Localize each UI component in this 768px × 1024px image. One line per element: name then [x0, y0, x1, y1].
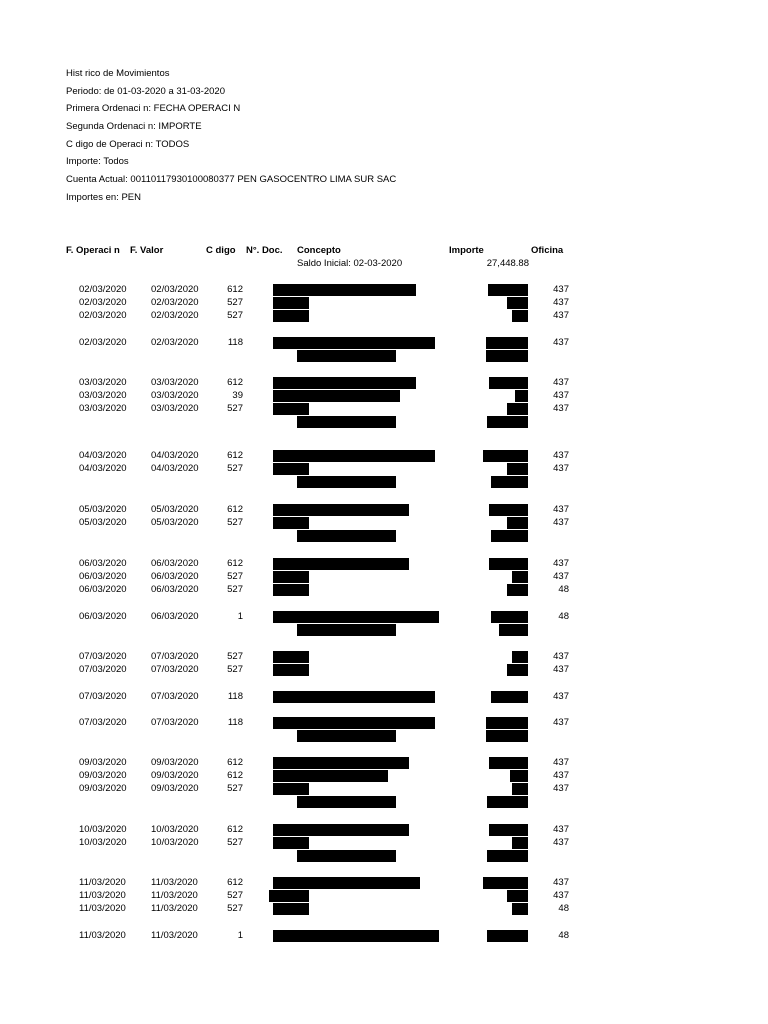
redaction-bar: [297, 796, 396, 808]
row-f-operacion: 05/03/2020: [79, 517, 127, 528]
redaction-bar: [269, 890, 309, 902]
redaction-bar: [487, 850, 528, 862]
redaction-bar: [273, 517, 309, 529]
redaction-bar: [297, 730, 396, 742]
row-f-operacion: 05/03/2020: [79, 504, 127, 515]
row-f-valor: 11/03/2020: [151, 903, 198, 914]
row-oficina: 437: [553, 783, 569, 794]
row-f-operacion: 07/03/2020: [79, 717, 127, 728]
row-oficina: 48: [558, 611, 569, 622]
currency-line: Importes en: PEN: [66, 192, 141, 203]
row-f-valor: 09/03/2020: [151, 783, 199, 794]
redaction-bar: [510, 770, 528, 782]
row-f-operacion: 03/03/2020: [79, 377, 127, 388]
redaction-bar: [273, 390, 400, 402]
row-f-valor: 06/03/2020: [151, 571, 199, 582]
redaction-bar: [487, 930, 528, 942]
row-f-valor: 07/03/2020: [151, 691, 199, 702]
redaction-bar: [512, 310, 528, 322]
col-header-concepto: Concepto: [297, 245, 341, 256]
redaction-bar: [297, 350, 396, 362]
row-f-valor: 05/03/2020: [151, 504, 199, 515]
row-f-operacion: 10/03/2020: [79, 824, 127, 835]
redaction-bar: [297, 624, 396, 636]
row-oficina: 48: [558, 903, 569, 914]
redaction-bar: [491, 530, 528, 542]
row-f-valor: 07/03/2020: [151, 717, 199, 728]
redaction-bar: [486, 337, 528, 349]
row-codigo: 612: [227, 770, 243, 781]
row-oficina: 437: [553, 390, 569, 401]
redaction-bar: [491, 476, 528, 488]
row-codigo: 118: [227, 717, 243, 728]
redaction-bar: [273, 571, 309, 583]
row-oficina: 437: [553, 284, 569, 295]
row-oficina: 437: [553, 651, 569, 662]
operation-code-line: C digo de Operaci n: TODOS: [66, 139, 190, 150]
redaction-bar: [273, 504, 409, 516]
redaction-bar: [487, 416, 528, 428]
redaction-bar: [507, 297, 528, 309]
row-f-valor: 10/03/2020: [151, 837, 199, 848]
redaction-bar: [507, 403, 528, 415]
redaction-bar: [297, 476, 396, 488]
col-header-n-doc: N°. Doc.: [246, 245, 283, 256]
row-codigo: 527: [227, 310, 243, 321]
row-codigo: 527: [227, 463, 243, 474]
row-codigo: 527: [227, 651, 243, 662]
row-f-valor: 03/03/2020: [151, 377, 199, 388]
row-f-operacion: 07/03/2020: [79, 691, 127, 702]
redaction-bar: [489, 757, 528, 769]
col-header-oficina: Oficina: [531, 245, 564, 256]
redaction-bar: [489, 377, 528, 389]
row-f-operacion: 11/03/2020: [79, 930, 126, 941]
row-f-operacion: 11/03/2020: [79, 877, 126, 888]
row-codigo: 527: [227, 783, 243, 794]
redaction-bar: [486, 730, 528, 742]
row-f-operacion: 10/03/2020: [79, 837, 127, 848]
row-codigo: 527: [227, 571, 243, 582]
row-codigo: 527: [227, 584, 243, 595]
second-order-line: Segunda Ordenaci n: IMPORTE: [66, 121, 202, 132]
redaction-bar: [512, 571, 528, 583]
redaction-bar: [273, 717, 435, 729]
redaction-bar: [487, 796, 528, 808]
row-oficina: 437: [553, 824, 569, 835]
opening-balance-label: Saldo Inicial: 02-03-2020: [297, 258, 403, 269]
row-f-operacion: 06/03/2020: [79, 611, 127, 622]
row-oficina: 437: [553, 377, 569, 388]
row-oficina: 437: [553, 664, 569, 675]
col-header-f-valor: F. Valor: [130, 245, 164, 256]
row-f-valor: 02/03/2020: [151, 297, 199, 308]
row-f-valor: 11/03/2020: [151, 930, 198, 941]
row-f-valor: 09/03/2020: [151, 770, 199, 781]
row-oficina: 48: [558, 584, 569, 595]
row-f-valor: 06/03/2020: [151, 584, 199, 595]
row-f-operacion: 04/03/2020: [79, 463, 127, 474]
row-f-valor: 03/03/2020: [151, 390, 199, 401]
redaction-bar: [507, 463, 528, 475]
redaction-bar: [507, 890, 528, 902]
row-f-valor: 04/03/2020: [151, 450, 199, 461]
row-codigo: 118: [227, 691, 243, 702]
redaction-bar: [273, 651, 309, 663]
redaction-bar: [512, 783, 528, 795]
redaction-bar: [297, 416, 396, 428]
redaction-bar: [489, 504, 528, 516]
redaction-bar: [486, 350, 528, 362]
row-oficina: 437: [553, 337, 569, 348]
row-f-valor: 03/03/2020: [151, 403, 199, 414]
row-f-operacion: 09/03/2020: [79, 757, 127, 768]
row-oficina: 437: [553, 450, 569, 461]
row-f-valor: 02/03/2020: [151, 337, 199, 348]
row-f-operacion: 09/03/2020: [79, 770, 127, 781]
redaction-bar: [273, 903, 309, 915]
report-title: Hist rico de Movimientos: [66, 68, 170, 79]
redaction-bar: [273, 930, 439, 942]
row-codigo: 612: [227, 284, 243, 295]
row-f-valor: 05/03/2020: [151, 517, 199, 528]
row-codigo: 612: [227, 877, 243, 888]
row-f-operacion: 02/03/2020: [79, 310, 127, 321]
row-f-operacion: 04/03/2020: [79, 450, 127, 461]
row-oficina: 437: [553, 297, 569, 308]
redaction-bar: [273, 757, 409, 769]
account-line: Cuenta Actual: 00110117930100080377 PEN GASOCENTRO LIMA SUR SAC: [66, 174, 397, 185]
redaction-bar: [489, 558, 528, 570]
redaction-bar: [273, 377, 416, 389]
redaction-bar: [273, 664, 309, 676]
redaction-bar: [273, 877, 420, 889]
redaction-bar: [273, 824, 409, 836]
row-codigo: 527: [227, 903, 243, 914]
row-oficina: 437: [553, 517, 569, 528]
redaction-bar: [273, 297, 309, 309]
row-f-operacion: 02/03/2020: [79, 297, 127, 308]
redaction-bar: [273, 691, 435, 703]
redaction-bar: [488, 284, 528, 296]
opening-balance-value: 27,448.88: [486, 258, 529, 269]
row-oficina: 437: [553, 770, 569, 781]
row-oficina: 437: [553, 877, 569, 888]
first-order-line: Primera Ordenaci n: FECHA OPERACI N: [66, 103, 241, 114]
row-f-valor: 11/03/2020: [151, 890, 198, 901]
redaction-bar: [273, 584, 309, 596]
redaction-bar: [297, 850, 396, 862]
redaction-bar: [507, 664, 528, 676]
redaction-bar: [486, 717, 528, 729]
redaction-bar: [507, 584, 528, 596]
row-f-valor: 02/03/2020: [151, 284, 199, 295]
row-codigo: 39: [232, 390, 243, 401]
redaction-bar: [507, 517, 528, 529]
row-f-valor: 11/03/2020: [151, 877, 198, 888]
redaction-bar: [512, 651, 528, 663]
row-f-valor: 09/03/2020: [151, 757, 199, 768]
row-f-operacion: 02/03/2020: [79, 337, 127, 348]
row-f-operacion: 07/03/2020: [79, 651, 127, 662]
row-f-operacion: 06/03/2020: [79, 571, 127, 582]
row-oficina: 437: [553, 691, 569, 702]
redaction-bar: [483, 450, 528, 462]
row-f-operacion: 09/03/2020: [79, 783, 127, 794]
redaction-bar: [273, 284, 416, 296]
row-codigo: 1: [237, 611, 243, 622]
amount-filter-line: Importe: Todos: [66, 156, 129, 167]
row-oficina: 437: [553, 890, 569, 901]
row-codigo: 527: [227, 517, 243, 528]
row-f-operacion: 07/03/2020: [79, 664, 127, 675]
redaction-bar: [273, 463, 309, 475]
row-codigo: 527: [227, 403, 243, 414]
redaction-bar: [273, 310, 309, 322]
row-oficina: 437: [553, 504, 569, 515]
col-header-codigo: C digo: [206, 245, 236, 256]
redaction-bar: [273, 770, 388, 782]
row-codigo: 118: [227, 337, 243, 348]
row-oficina: 437: [553, 837, 569, 848]
redaction-bar: [273, 611, 439, 623]
redaction-bar: [273, 783, 309, 795]
redaction-bar: [515, 390, 528, 402]
row-codigo: 612: [227, 824, 243, 835]
redaction-bar: [273, 558, 409, 570]
col-header-importe: Importe: [449, 245, 484, 256]
row-codigo: 612: [227, 757, 243, 768]
redaction-bar: [297, 530, 396, 542]
row-oficina: 437: [553, 558, 569, 569]
row-codigo: 527: [227, 297, 243, 308]
row-oficina: 437: [553, 463, 569, 474]
row-f-valor: 10/03/2020: [151, 824, 199, 835]
redaction-bar: [491, 611, 528, 623]
redaction-bar: [273, 450, 435, 462]
redaction-bar: [273, 337, 435, 349]
row-codigo: 527: [227, 664, 243, 675]
redaction-bar: [273, 837, 309, 849]
redaction-bar: [273, 403, 309, 415]
redaction-bar: [489, 824, 528, 836]
row-f-operacion: 11/03/2020: [79, 903, 126, 914]
row-f-operacion: 03/03/2020: [79, 403, 127, 414]
redaction-bar: [483, 877, 528, 889]
row-f-valor: 07/03/2020: [151, 664, 199, 675]
row-oficina: 437: [553, 310, 569, 321]
row-f-valor: 06/03/2020: [151, 611, 199, 622]
row-f-operacion: 06/03/2020: [79, 558, 127, 569]
row-codigo: 612: [227, 504, 243, 515]
col-header-f-operacion: F. Operaci n: [66, 245, 120, 256]
redaction-bar: [491, 691, 528, 703]
row-f-valor: 04/03/2020: [151, 463, 199, 474]
row-oficina: 437: [553, 757, 569, 768]
row-f-operacion: 02/03/2020: [79, 284, 127, 295]
row-codigo: 527: [227, 890, 243, 901]
row-codigo: 527: [227, 837, 243, 848]
row-f-operacion: 03/03/2020: [79, 390, 127, 401]
row-codigo: 612: [227, 377, 243, 388]
redaction-bar: [499, 624, 528, 636]
period-line: Periodo: de 01-03-2020 a 31-03-2020: [66, 86, 225, 97]
row-f-operacion: 06/03/2020: [79, 584, 127, 595]
row-oficina: 437: [553, 717, 569, 728]
redaction-bar: [512, 903, 528, 915]
row-oficina: 437: [553, 403, 569, 414]
row-f-valor: 02/03/2020: [151, 310, 199, 321]
row-codigo: 1: [237, 930, 243, 941]
row-oficina: 48: [558, 930, 569, 941]
row-f-valor: 07/03/2020: [151, 651, 199, 662]
row-f-operacion: 11/03/2020: [79, 890, 126, 901]
row-f-valor: 06/03/2020: [151, 558, 199, 569]
row-oficina: 437: [553, 571, 569, 582]
row-codigo: 612: [227, 450, 243, 461]
redaction-bar: [512, 837, 528, 849]
row-codigo: 612: [227, 558, 243, 569]
